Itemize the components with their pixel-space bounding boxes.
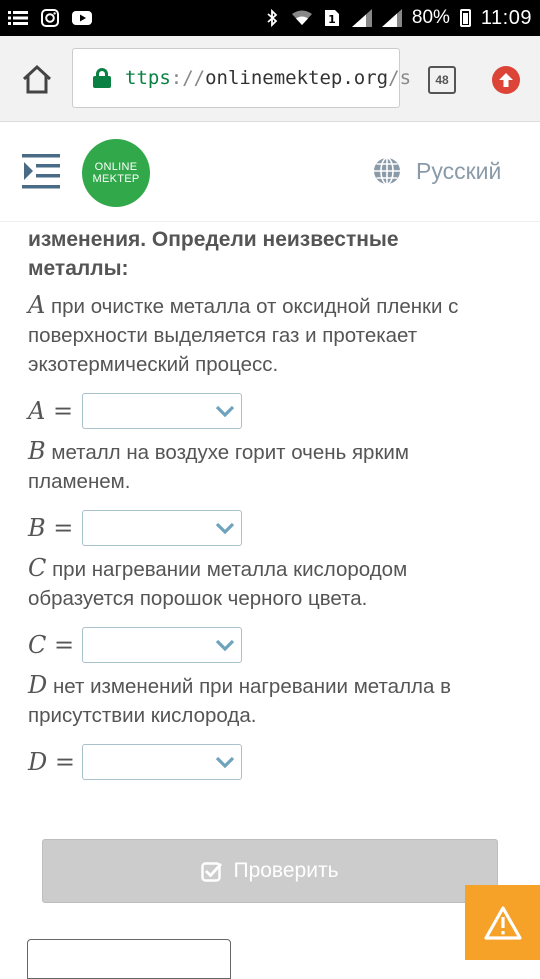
lock-icon — [93, 68, 111, 88]
wifi-icon — [292, 9, 312, 27]
item-d-description: D нет изменений при нагревании металла в присутствии кислорода. — [28, 671, 451, 727]
list-icon — [8, 9, 28, 27]
answer-row-d — [28, 742, 510, 782]
youtube-icon — [72, 9, 92, 27]
svg-text:1: 1 — [328, 13, 336, 26]
checkbox-check-icon — [201, 860, 223, 882]
language-switcher[interactable] — [372, 156, 501, 186]
item-c-description: C при нагревании металла кислородом образуется порошок черного цвета. — [28, 554, 408, 610]
variable-a: A — [28, 291, 46, 319]
report-error-button[interactable] — [465, 885, 540, 960]
answer-row-c — [28, 625, 510, 665]
answer-select-c[interactable] — [82, 627, 242, 663]
chevron-down-icon — [215, 755, 235, 769]
address-bar[interactable] — [72, 48, 412, 108]
browser-toolbar — [0, 36, 540, 122]
answer-select-b[interactable] — [82, 510, 242, 546]
signal-icon — [382, 9, 402, 27]
bluetooth-icon — [262, 9, 282, 27]
tab-switcher-button[interactable] — [428, 66, 456, 94]
answer-label-b: B = — [28, 514, 74, 542]
arrow-up-icon — [498, 72, 514, 88]
signal-icon — [352, 9, 372, 27]
tab-count: 48 — [435, 73, 449, 87]
answer-label-d: D = — [28, 748, 75, 776]
battery-icon — [460, 9, 471, 27]
menu-indent-icon — [22, 152, 62, 192]
status-bar — [0, 0, 540, 36]
chevron-down-icon — [215, 521, 235, 535]
answer-select-d[interactable] — [82, 744, 242, 780]
globe-icon — [372, 156, 402, 186]
variable-c: C — [28, 554, 47, 582]
item-b-description: B металл на воздухе горит очень ярким пламенем. — [28, 437, 409, 493]
variable-d: D — [28, 671, 48, 699]
site-header — [0, 122, 540, 222]
clock: 11:09 — [480, 6, 532, 29]
variable-b: B — [28, 437, 46, 465]
sim-icon — [322, 9, 342, 27]
check-button[interactable] — [42, 839, 498, 903]
instagram-icon — [40, 9, 60, 27]
next-button[interactable] — [27, 939, 231, 979]
chevron-down-icon — [215, 638, 235, 652]
answer-label-a: A = — [28, 397, 74, 425]
answer-label-c: C = — [28, 631, 75, 659]
home-button[interactable] — [20, 62, 54, 96]
battery-percent: 80% — [411, 7, 450, 28]
home-icon — [20, 62, 54, 96]
item-a-description: A при очистке металла от оксидной пленки с поверхности выделяется газ и протекает экзотермический процесс. — [28, 291, 459, 376]
warning-icon — [483, 905, 523, 941]
answer-row-b — [28, 508, 510, 548]
language-label: Русский — [416, 157, 502, 184]
question-text: изменения. Определи неизвестные металлы: — [28, 228, 399, 280]
url-text: ttps://onlinemektep.org/s — [125, 67, 412, 89]
answer-row-a — [28, 391, 510, 431]
site-logo[interactable]: ONLINE MEKTEP — [82, 139, 150, 207]
update-button[interactable] — [492, 66, 520, 94]
check-button-label: Проверить — [233, 859, 339, 882]
answer-select-a[interactable] — [82, 393, 242, 429]
chevron-down-icon — [215, 404, 235, 418]
menu-button[interactable] — [22, 152, 62, 192]
